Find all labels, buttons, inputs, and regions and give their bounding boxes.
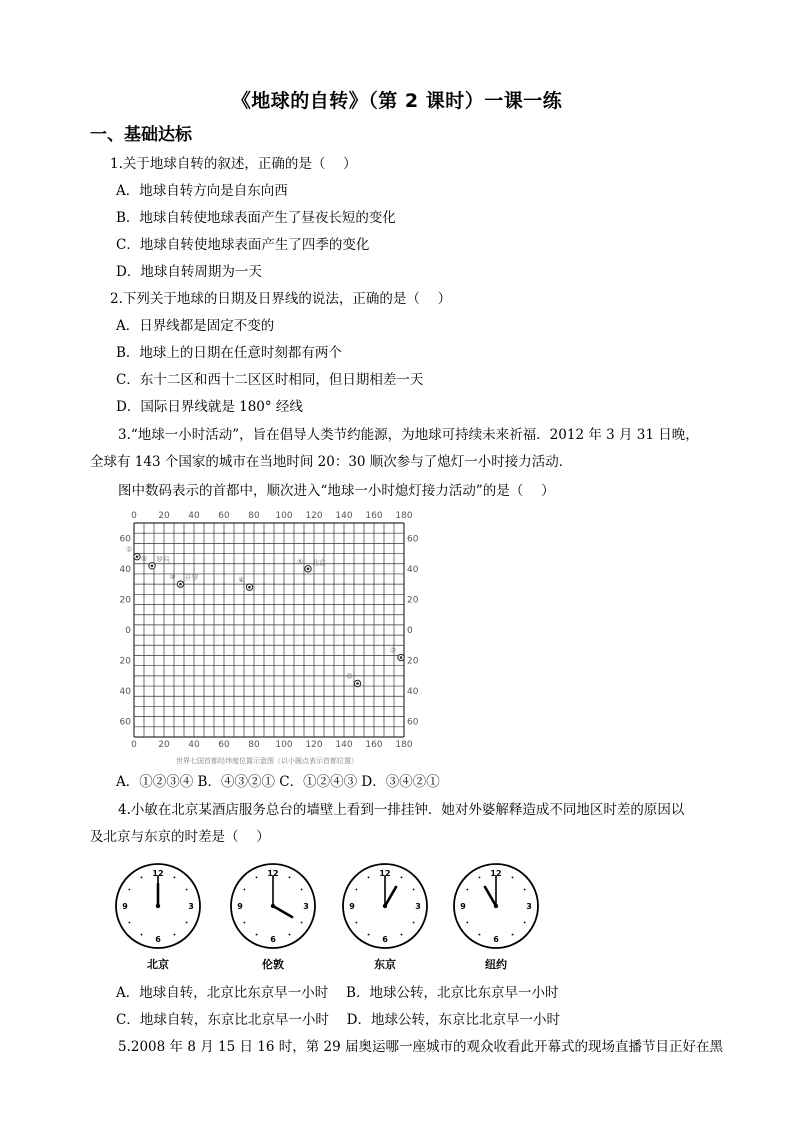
city-marker-dot <box>248 586 251 589</box>
clock-numeral: 9 <box>122 902 128 911</box>
clock-tick <box>368 877 370 879</box>
clock-tick <box>289 934 291 936</box>
clock-label-london: 伦敦 <box>262 958 284 971</box>
city-marker-dot <box>179 583 182 586</box>
city-marker-dot <box>136 555 139 558</box>
clock-numeral: 3 <box>188 902 194 911</box>
question-4-line-2: 及北京与东京的时差是（ ） <box>90 829 270 845</box>
clock-tick <box>244 889 246 891</box>
question-4-options-row-2: C．地球自转，东京比北京早一小时 D．地球公转，东京比北京早一小时 <box>116 1012 560 1028</box>
question-3-line-1: 3.“地球一小时活动”，旨在倡导人类节约能源，为地球可持续未来祈福．2012 年 3 月 31 日晚， <box>118 427 699 443</box>
clock-numeral: 3 <box>415 902 421 911</box>
clock-tick <box>413 922 415 924</box>
clock-center <box>494 904 498 908</box>
map-caption: 世界七国首都经纬度位置示意图（以小圆点表示首都位置） <box>176 757 358 765</box>
clock-tick <box>141 934 143 936</box>
clock-tick <box>479 877 481 879</box>
top-tick-label: 0 <box>131 511 137 521</box>
right-tick-label: 0 <box>407 626 413 636</box>
city-number-label: ① <box>125 545 133 554</box>
section-heading: 一、基础达标 <box>90 125 192 145</box>
left-tick-label: 40 <box>119 564 131 575</box>
clock-tick <box>174 877 176 879</box>
question-1-option-c: C．地球自转使地球表面产生了四季的变化 <box>116 237 370 253</box>
top-tick-label: 80 <box>248 511 260 521</box>
clock-label-beijing: 北京 <box>147 958 169 971</box>
city-number-label: ② <box>140 554 148 563</box>
clock-tick <box>186 922 188 924</box>
right-tick-label: 20 <box>407 595 419 606</box>
clock-tick <box>467 922 469 924</box>
clock-numeral: 12 <box>152 869 164 878</box>
question-2-option-b: B．地球上的日期在任意时刻都有两个 <box>116 345 342 361</box>
clock-tick <box>479 934 481 936</box>
clock-numeral: 3 <box>526 902 532 911</box>
left-tick-label: 20 <box>119 656 131 667</box>
bottom-tick-label: 140 <box>335 740 353 750</box>
bottom-tick-label: 180 <box>395 740 413 750</box>
clock-tick <box>129 889 131 891</box>
question-3-line-3: 图中数码表示的首都中，顺次进入“地球一小时熄灯接力活动”的是（ ） <box>118 483 555 499</box>
city-number-label: ③ <box>169 573 176 582</box>
question-1-stem: 1.关于地球自转的叙述，正确的是（ ） <box>110 156 357 172</box>
question-1-option-a: A．地球自转方向是自东向西 <box>116 183 288 199</box>
bottom-tick-label: 60 <box>218 740 230 750</box>
clock-tick <box>141 877 143 879</box>
wall-clock <box>454 864 538 948</box>
clock-tick <box>289 877 291 879</box>
city-name-label: 开罗 <box>184 574 199 583</box>
clock-tick <box>174 934 176 936</box>
right-tick-label: 40 <box>407 687 419 698</box>
wall-clock <box>343 864 427 948</box>
clock-tick <box>244 922 246 924</box>
top-tick-label: 100 <box>275 511 293 521</box>
right-tick-label: 40 <box>407 564 419 575</box>
clock-tick <box>413 889 415 891</box>
clock-tick <box>256 934 258 936</box>
clock-tick <box>401 934 403 936</box>
clock-tick <box>401 877 403 879</box>
question-1-option-d: D．地球自转周期为一天 <box>116 264 262 280</box>
clock-numeral: 12 <box>379 869 391 878</box>
bottom-tick-label: 0 <box>131 740 137 750</box>
top-tick-label: 180 <box>395 511 413 521</box>
clock-tick <box>301 922 303 924</box>
clock-tick <box>301 889 303 891</box>
question-4-line-1: 4.小敏在北京某酒店服务总台的墙壁上看到一排挂钟．她对外婆解释造成不同地区时差的原因以 <box>118 802 685 818</box>
city-marker-dot <box>307 568 310 571</box>
clock-tick <box>356 889 358 891</box>
clock-label-newyork: 纽约 <box>485 958 507 971</box>
city-marker-dot <box>151 565 154 568</box>
right-tick-label: 60 <box>407 534 419 545</box>
city-name-label: 罗马 <box>156 555 170 564</box>
right-tick-label: 60 <box>407 717 419 728</box>
question-2-option-d: D．国际日界线就是 180° 经线 <box>116 399 303 415</box>
clock-tick <box>512 877 514 879</box>
city-number-label: ⑤ <box>296 557 304 566</box>
left-tick-label: 40 <box>119 687 131 698</box>
question-2-stem: 2.下列关于地球的日期及日界线的说法，正确的是（ ） <box>110 291 452 307</box>
question-3-line-2: 全球有 143 个国家的城市在当地时间 20：30 顺次参与了熄灯一小时接力活动． <box>90 454 573 470</box>
bottom-tick-label: 20 <box>158 740 170 750</box>
clock-center <box>271 904 275 908</box>
wall-clock <box>231 864 315 948</box>
city-marker-dot <box>356 682 359 685</box>
clock-tick <box>467 889 469 891</box>
question-2-option-c: C．东十二区和西十二区区时相同，但日期相差一天 <box>116 372 424 388</box>
clock-numeral: 6 <box>270 935 276 944</box>
clock-center <box>156 904 160 908</box>
question-5-line-1: 5.2008 年 8 月 15 日 16 时，第 29 届奥运哪一座城市的观众收看此开幕式的现场直播节目正好在黑 <box>118 1039 723 1055</box>
clock-tick <box>186 889 188 891</box>
left-tick-label: 60 <box>119 717 131 728</box>
bottom-tick-label: 100 <box>275 740 293 750</box>
top-tick-label: 40 <box>188 511 200 521</box>
top-tick-label: 160 <box>365 511 383 521</box>
clock-numeral: 6 <box>493 935 499 944</box>
left-tick-label: 60 <box>119 534 131 545</box>
question-2-option-a: A．日界线都是固定不变的 <box>116 318 275 334</box>
bottom-tick-label: 80 <box>248 740 260 750</box>
question-1-option-b: B．地球自转使地球表面产生了昼夜长短的变化 <box>116 210 396 226</box>
question-3-answer-options: A．①②③④ B．④③②① C．①②④③ D．③④②① <box>116 774 440 790</box>
left-tick-label: 0 <box>125 626 131 636</box>
clock-numeral: 3 <box>303 902 309 911</box>
clock-numeral: 6 <box>382 935 388 944</box>
clock-tick <box>356 922 358 924</box>
city-number-label: ④ <box>238 576 245 585</box>
map-grid <box>134 523 404 737</box>
clock-center <box>383 904 387 908</box>
clock-row <box>110 858 630 958</box>
clock-tick <box>368 934 370 936</box>
document-title: 《地球的自转》（第 2 课时）一课一练 <box>231 90 563 112</box>
clock-tick <box>256 877 258 879</box>
city-number-label: ⑦ <box>389 646 397 655</box>
clock-numeral: 9 <box>349 902 355 911</box>
city-marker-dot <box>400 656 403 659</box>
top-tick-label: 20 <box>158 511 170 521</box>
clock-label-tokyo: 东京 <box>374 958 396 971</box>
clock-numeral: 6 <box>155 935 161 944</box>
top-tick-label: 120 <box>305 511 323 521</box>
clock-tick <box>524 889 526 891</box>
question-4-options-row-1: A．地球自转，北京比东京早一小时 B．地球公转，北京比东京早一小时 <box>116 985 559 1001</box>
city-number-label: ⑥ <box>346 672 353 681</box>
clock-numeral: 9 <box>460 902 466 911</box>
clock-tick <box>512 934 514 936</box>
bottom-tick-label: 40 <box>188 740 200 750</box>
city-name-label: 北京 <box>312 558 326 567</box>
clock-tick <box>524 922 526 924</box>
right-tick-label: 20 <box>407 656 419 667</box>
bottom-tick-label: 120 <box>305 740 323 750</box>
bottom-tick-label: 160 <box>365 740 383 750</box>
clock-tick <box>129 922 131 924</box>
clock-numeral: 9 <box>237 902 243 911</box>
world-capitals-grid-map <box>112 505 422 767</box>
clock-numeral: 12 <box>267 869 279 878</box>
left-tick-label: 20 <box>119 595 131 606</box>
top-tick-label: 140 <box>335 511 353 521</box>
wall-clock <box>116 864 200 948</box>
clock-numeral: 12 <box>490 869 502 878</box>
top-tick-label: 60 <box>218 511 230 521</box>
